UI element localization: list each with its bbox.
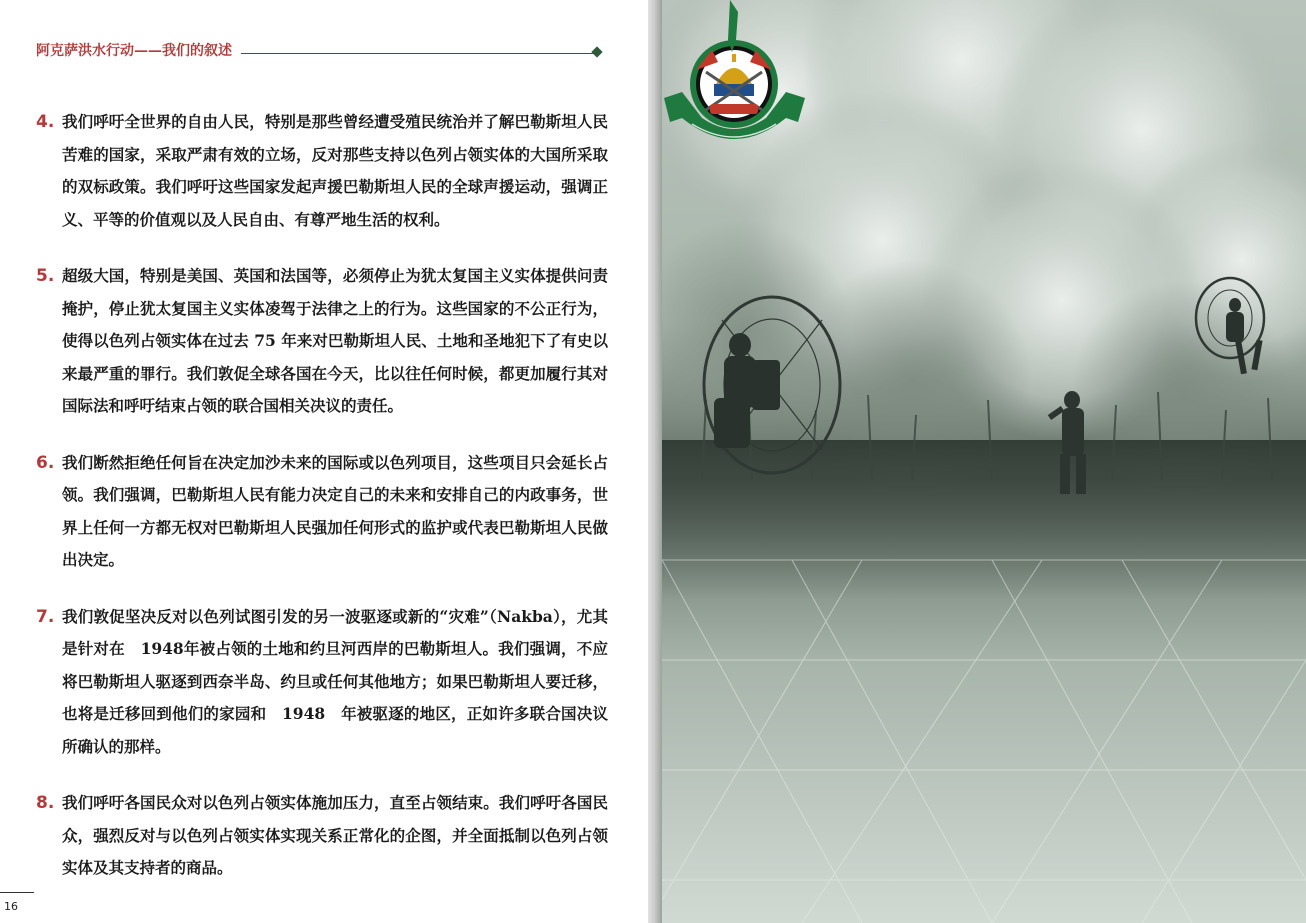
emblem-icon <box>662 0 807 155</box>
item-number: 6. <box>36 452 55 473</box>
item-number: 5. <box>36 266 55 286</box>
header-title: 阿克萨洪水行动——我们的叙述 <box>36 43 232 59</box>
footer-rule <box>0 892 34 893</box>
list-item <box>36 260 608 423</box>
item-number: 4. <box>36 112 55 132</box>
item-text: 我们断然拒绝任何旨在决定加沙未来的国际或以色列项目，这些项目只会延长占领。我们强调，巴勒斯坦人民有能力决定自己的未来和安排自己的内政事务，世界上任何一方都无权对巴勒斯坦人民强加任何形式的监护或代表巴勒斯坦人民做出决定。 <box>62 452 608 569</box>
list-item <box>36 601 608 764</box>
item-text: 我们呼吁各国民众对以色列占领实体施加压力，直至占领结束。我们呼吁各国民众，强烈反对与以色列占领实体实现关系正常化的企图，并全面抵制以色列占领实体及其支持者的商品。 <box>62 793 608 877</box>
numbered-list <box>36 106 608 909</box>
item-text: 我们敦促坚决反对以色列试图引发的另一波驱逐或新的“灾难”（Nakba），尤其是针对在 1948年被占领的土地和约旦河西岸的巴勒斯坦人。我们强调，不应将巴勒斯坦人驱逐到西奈半岛、约旦或任何其他地方；如果巴勒斯坦人要迁移，也将是迁移回到他们的家园和 1948 年被驱逐的地区，正如许多联合国决议所确认的那样。 <box>62 606 608 756</box>
item-text: 超级大国，特别是美国、英国和法国等，必须停止为犹太复国主义实体提供问责掩护，停止犹太复国主义实体凌驾于法律之上的行为。这些国家的不公正行为，使得以色列占领实体在过去 75 年来对巴勒斯坦人民、土地和圣地犯下了有史以来最严重的罪行。我们敦促全球各国在今天，比以往任何时候，都更加履行其对国际法和呼吁结束占领的联合国相关决议的责任。 <box>62 266 608 415</box>
list-item <box>36 106 608 236</box>
photo-page <box>662 0 1306 923</box>
page-number: 16 <box>4 900 18 913</box>
item-number: 7. <box>36 606 55 627</box>
left-page <box>0 0 648 923</box>
item-text: 我们呼吁全世界的自由人民，特别是那些曾经遭受殖民统治并了解巴勒斯坦人民苦难的国家，采取严肃有效的立场，反对那些支持以色列占领实体的大国所采取的双标政策。我们呼吁这些国家发起声援巴勒斯坦人民的全球声援运动，强调正义、平等的价值观以及人民自由、有尊严地生活的权利。 <box>62 112 608 229</box>
header-rule <box>241 53 596 54</box>
book-spine <box>648 0 662 923</box>
list-item <box>36 787 608 885</box>
item-number: 8. <box>36 793 55 813</box>
running-header <box>36 36 606 72</box>
list-item <box>36 447 608 577</box>
header-diamond-icon <box>591 46 602 57</box>
